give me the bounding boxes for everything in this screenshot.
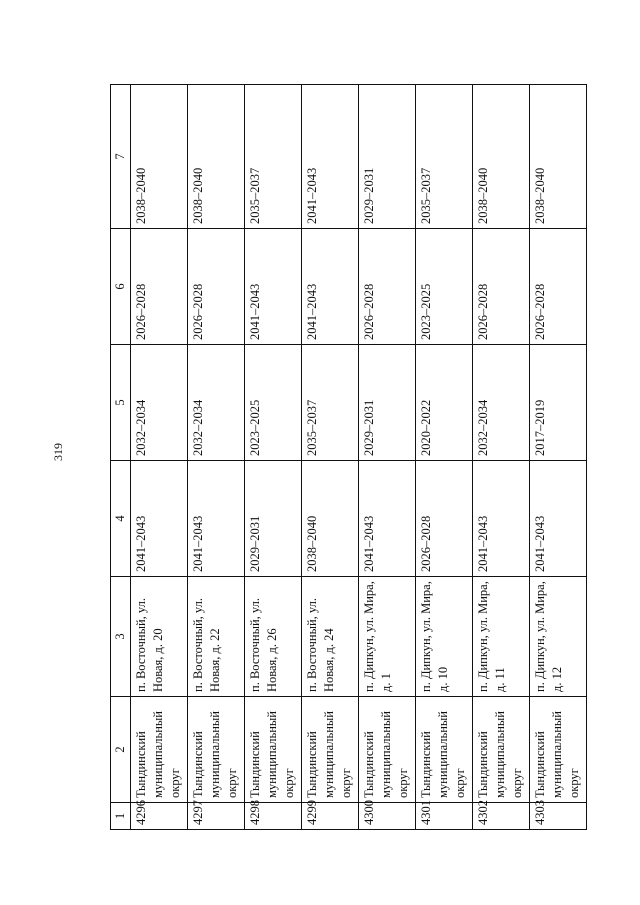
cell-col7: 2038–2040 bbox=[473, 85, 530, 229]
table-row bbox=[359, 85, 416, 830]
col-header-6: 6 bbox=[111, 229, 131, 345]
cell-id: 4298 bbox=[245, 803, 302, 830]
cell-col5: 2020–2022 bbox=[416, 345, 473, 461]
schedule-table bbox=[110, 84, 587, 830]
col-header-3: 3 bbox=[111, 577, 131, 697]
cell-col6: 2041–2043 bbox=[245, 229, 302, 345]
cell-col4: 2041–2043 bbox=[530, 461, 587, 577]
cell-col5: 2032–2034 bbox=[188, 345, 245, 461]
cell-col4: 2041–2043 bbox=[131, 461, 188, 577]
cell-district: Тындинский муниципальный округ bbox=[131, 697, 188, 803]
cell-col5: 2032–2034 bbox=[473, 345, 530, 461]
cell-col5: 2032–2034 bbox=[131, 345, 188, 461]
cell-id: 4302 bbox=[473, 803, 530, 830]
table-row bbox=[302, 85, 359, 830]
cell-id: 4303 bbox=[530, 803, 587, 830]
table-row bbox=[188, 85, 245, 830]
cell-col7: 2041–2043 bbox=[302, 85, 359, 229]
cell-id: 4300 bbox=[359, 803, 416, 830]
table-row bbox=[530, 85, 587, 830]
table-container bbox=[110, 85, 585, 830]
cell-col4: 2026–2028 bbox=[416, 461, 473, 577]
cell-address: п. Восточный, ул. Новая, д. 26 bbox=[245, 577, 302, 697]
cell-col4: 2041–2043 bbox=[359, 461, 416, 577]
table-row bbox=[416, 85, 473, 830]
table-row bbox=[131, 85, 188, 830]
cell-district: Тындинский муниципальный округ bbox=[416, 697, 473, 803]
cell-col5: 2035–2037 bbox=[302, 345, 359, 461]
cell-address: п. Восточный, ул. Новая, д. 22 bbox=[188, 577, 245, 697]
cell-district: Тындинский муниципальный округ bbox=[188, 697, 245, 803]
cell-district: Тындинский муниципальный округ bbox=[530, 697, 587, 803]
cell-col5: 2017–2019 bbox=[530, 345, 587, 461]
cell-col6: 2026–2028 bbox=[188, 229, 245, 345]
cell-address: п. Дипкун, ул. Мира, д. 11 bbox=[473, 577, 530, 697]
rotated-table-wrapper bbox=[110, 85, 585, 830]
cell-col7: 2038–2040 bbox=[188, 85, 245, 229]
cell-col4: 2041–2043 bbox=[188, 461, 245, 577]
cell-col4: 2038–2040 bbox=[302, 461, 359, 577]
cell-col6: 2041–2043 bbox=[302, 229, 359, 345]
header-row bbox=[111, 85, 131, 830]
cell-id: 4299 bbox=[302, 803, 359, 830]
cell-col7: 2035–2037 bbox=[245, 85, 302, 229]
cell-address: п. Восточный, ул. Новая, д. 24 bbox=[302, 577, 359, 697]
cell-district: Тындинский муниципальный округ bbox=[245, 697, 302, 803]
cell-district: Тындинский муниципальный округ bbox=[359, 697, 416, 803]
cell-address: п. Дипкун, ул. Мира, д. 1 bbox=[359, 577, 416, 697]
page-number: 319 bbox=[51, 443, 65, 461]
cell-id: 4296 bbox=[131, 803, 188, 830]
cell-col4: 2041–2043 bbox=[473, 461, 530, 577]
cell-col7: 2035–2037 bbox=[416, 85, 473, 229]
cell-col5: 2029–2031 bbox=[359, 345, 416, 461]
table-row bbox=[245, 85, 302, 830]
cell-address: п. Дипкун, ул. Мира, д. 10 bbox=[416, 577, 473, 697]
cell-col5: 2023–2025 bbox=[245, 345, 302, 461]
table-row bbox=[473, 85, 530, 830]
cell-col6: 2026–2028 bbox=[530, 229, 587, 345]
col-header-4: 4 bbox=[111, 461, 131, 577]
cell-id: 4301 bbox=[416, 803, 473, 830]
col-header-2: 2 bbox=[111, 697, 131, 803]
cell-col6: 2026–2028 bbox=[359, 229, 416, 345]
cell-col7: 2038–2040 bbox=[530, 85, 587, 229]
cell-col6: 2026–2028 bbox=[473, 229, 530, 345]
cell-col6: 2023–2025 bbox=[416, 229, 473, 345]
cell-district: Тындинский муниципальный округ bbox=[302, 697, 359, 803]
col-header-1: 1 bbox=[111, 803, 131, 830]
cell-id: 4297 bbox=[188, 803, 245, 830]
cell-col6: 2026–2028 bbox=[131, 229, 188, 345]
col-header-7: 7 bbox=[111, 85, 131, 229]
cell-address: п. Дипкун, ул. Мира, д. 12 bbox=[530, 577, 587, 697]
col-header-5: 5 bbox=[111, 345, 131, 461]
cell-col7: 2038–2040 bbox=[131, 85, 188, 229]
cell-col4: 2029–2031 bbox=[245, 461, 302, 577]
cell-district: Тындинский муниципальный округ bbox=[473, 697, 530, 803]
cell-col7: 2029–2031 bbox=[359, 85, 416, 229]
cell-address: п. Восточный, ул. Новая, д. 20 bbox=[131, 577, 188, 697]
